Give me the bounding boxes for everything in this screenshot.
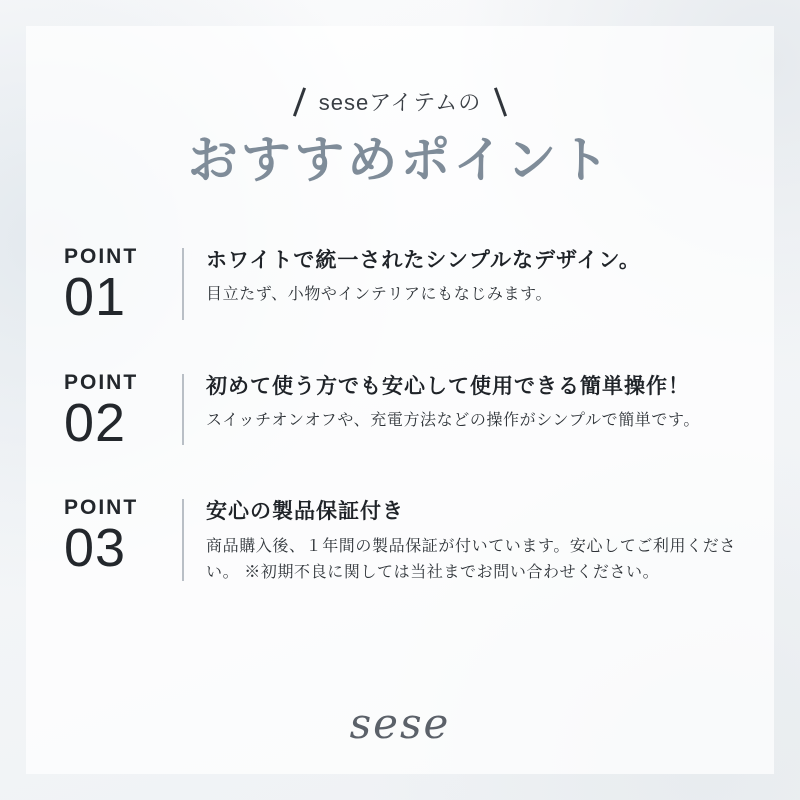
point-description: 目立たず、小物やインテリアにもなじみます。 [206,286,553,304]
point-number: 01 [64,267,127,327]
point-description: スイッチオンオフや、充電方法などの操作がシンプルで簡単です。 [206,412,700,430]
page-footer [0,699,800,748]
point-title: ホワイトで統一されたシンプルなデザイン。 [206,249,641,272]
point-title: 安心の製品保証付き [206,500,404,524]
point-title: 初めて使う方でも安心して使用できる簡単操作！ [206,374,690,398]
list-item [64,242,736,326]
point-number-column [64,242,182,326]
page-title: おすすめポイント [187,132,613,188]
page-header [64,0,736,188]
point-number: 03 [64,518,127,579]
slash-right-icon [494,87,507,116]
point-number: 02 [64,392,127,453]
eyebrow-row [64,86,736,117]
point-label: POINT [64,496,139,520]
brand-logo: sese [349,699,451,748]
eyebrow-text: seseアイテムの [318,90,482,115]
point-text-column [206,493,736,586]
point-label: POINT [64,370,139,394]
point-text-column [206,242,736,309]
point-label: POINT [64,245,139,268]
point-number-column [64,493,182,577]
vertical-divider [182,374,184,446]
slash-left-icon [293,87,306,116]
vertical-divider [182,499,184,580]
point-description: 商品購入後、１年間の製品保証が付いています。安心してご利用ください。 ※初期不良に関しては当社までお問い合わせください。 [206,537,736,582]
points-list [64,242,736,587]
point-text-column [206,368,736,435]
list-item [64,368,736,452]
list-item [64,493,736,586]
vertical-divider [182,248,184,320]
point-number-column [64,368,182,452]
